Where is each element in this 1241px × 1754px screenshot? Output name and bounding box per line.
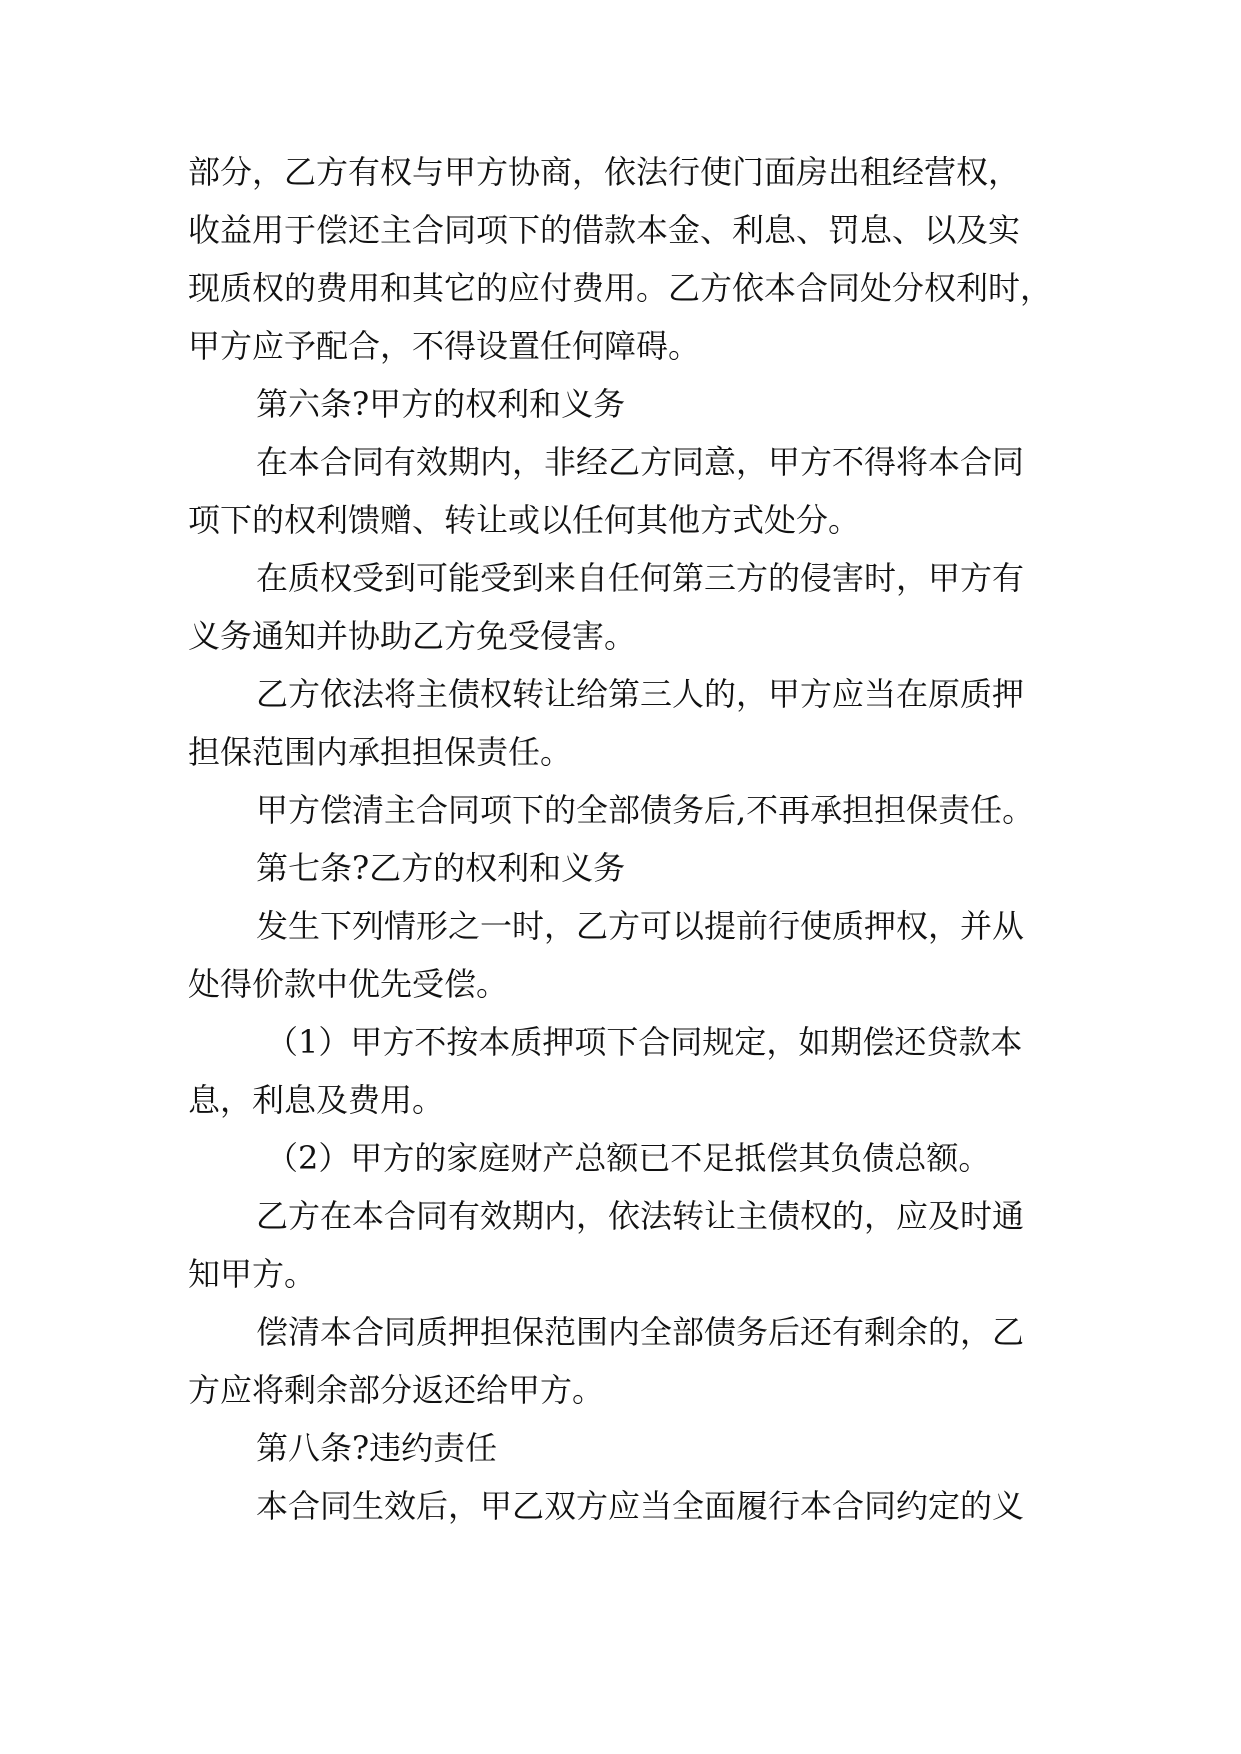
paragraph-line: 本合同生效后，甲乙双方应当全面履行本合同约定的义 [256,1487,1025,1525]
section-heading: 第六条?甲方的权利和义务 [256,385,626,423]
paragraph-line: 乙方依法将主债权转让给第三人的，甲方应当在原质押 [256,675,1025,713]
paragraph-line: 在本合同有效期内，非经乙方同意，甲方不得将本合同 [256,443,1025,481]
section-heading: 第八条?违约责任 [256,1429,498,1467]
paragraph-line: 收益用于偿还主合同项下的借款本金、利息、罚息、以及实 [188,211,1021,249]
paragraph-line: 甲方应予配合，不得设置任何障碍。 [188,327,701,365]
paragraph-line: 在质权受到可能受到来自任何第三方的侵害时，甲方有 [256,559,1025,597]
paragraph-line: 义务通知并协助乙方免受侵害。 [188,617,637,655]
paragraph-line: 发生下列情形之一时，乙方可以提前行使质押权，并从 [256,907,1025,945]
paragraph-line: 担保范围内承担担保责任。 [188,733,573,771]
paragraph-line: 甲方偿清主合同项下的全部债务后,不再承担担保责任。 [256,791,1035,829]
paragraph-line: 项下的权利馈赠、转让或以任何其他方式处分。 [188,501,861,539]
paragraph-line: 偿清本合同质押担保范围内全部债务后还有剩余的，乙 [256,1313,1025,1351]
paragraph-line: 知甲方。 [188,1255,317,1293]
list-item-line: （1）甲方不按本质押项下合同规定，如期偿还贷款本 [266,1023,1023,1061]
paragraph-line: 方应将剩余部分返还给甲方。 [188,1371,605,1409]
paragraph-line: 部分，乙方有权与甲方协商，依法行使门面房出租经营权， [188,153,1021,191]
section-heading: 第七条?乙方的权利和义务 [256,849,626,887]
paragraph-line: 现质权的费用和其它的应付费用。乙方依本合同处分权利时， [188,269,1053,307]
paragraph-line: 乙方在本合同有效期内，依法转让主债权的，应及时通 [256,1197,1025,1235]
list-item-line: （2）甲方的家庭财产总额已不足抵偿其负债总额。 [266,1139,991,1177]
list-item-line: 息，利息及费用。 [188,1081,445,1119]
paragraph-line: 处得价款中优先受偿。 [188,965,509,1003]
